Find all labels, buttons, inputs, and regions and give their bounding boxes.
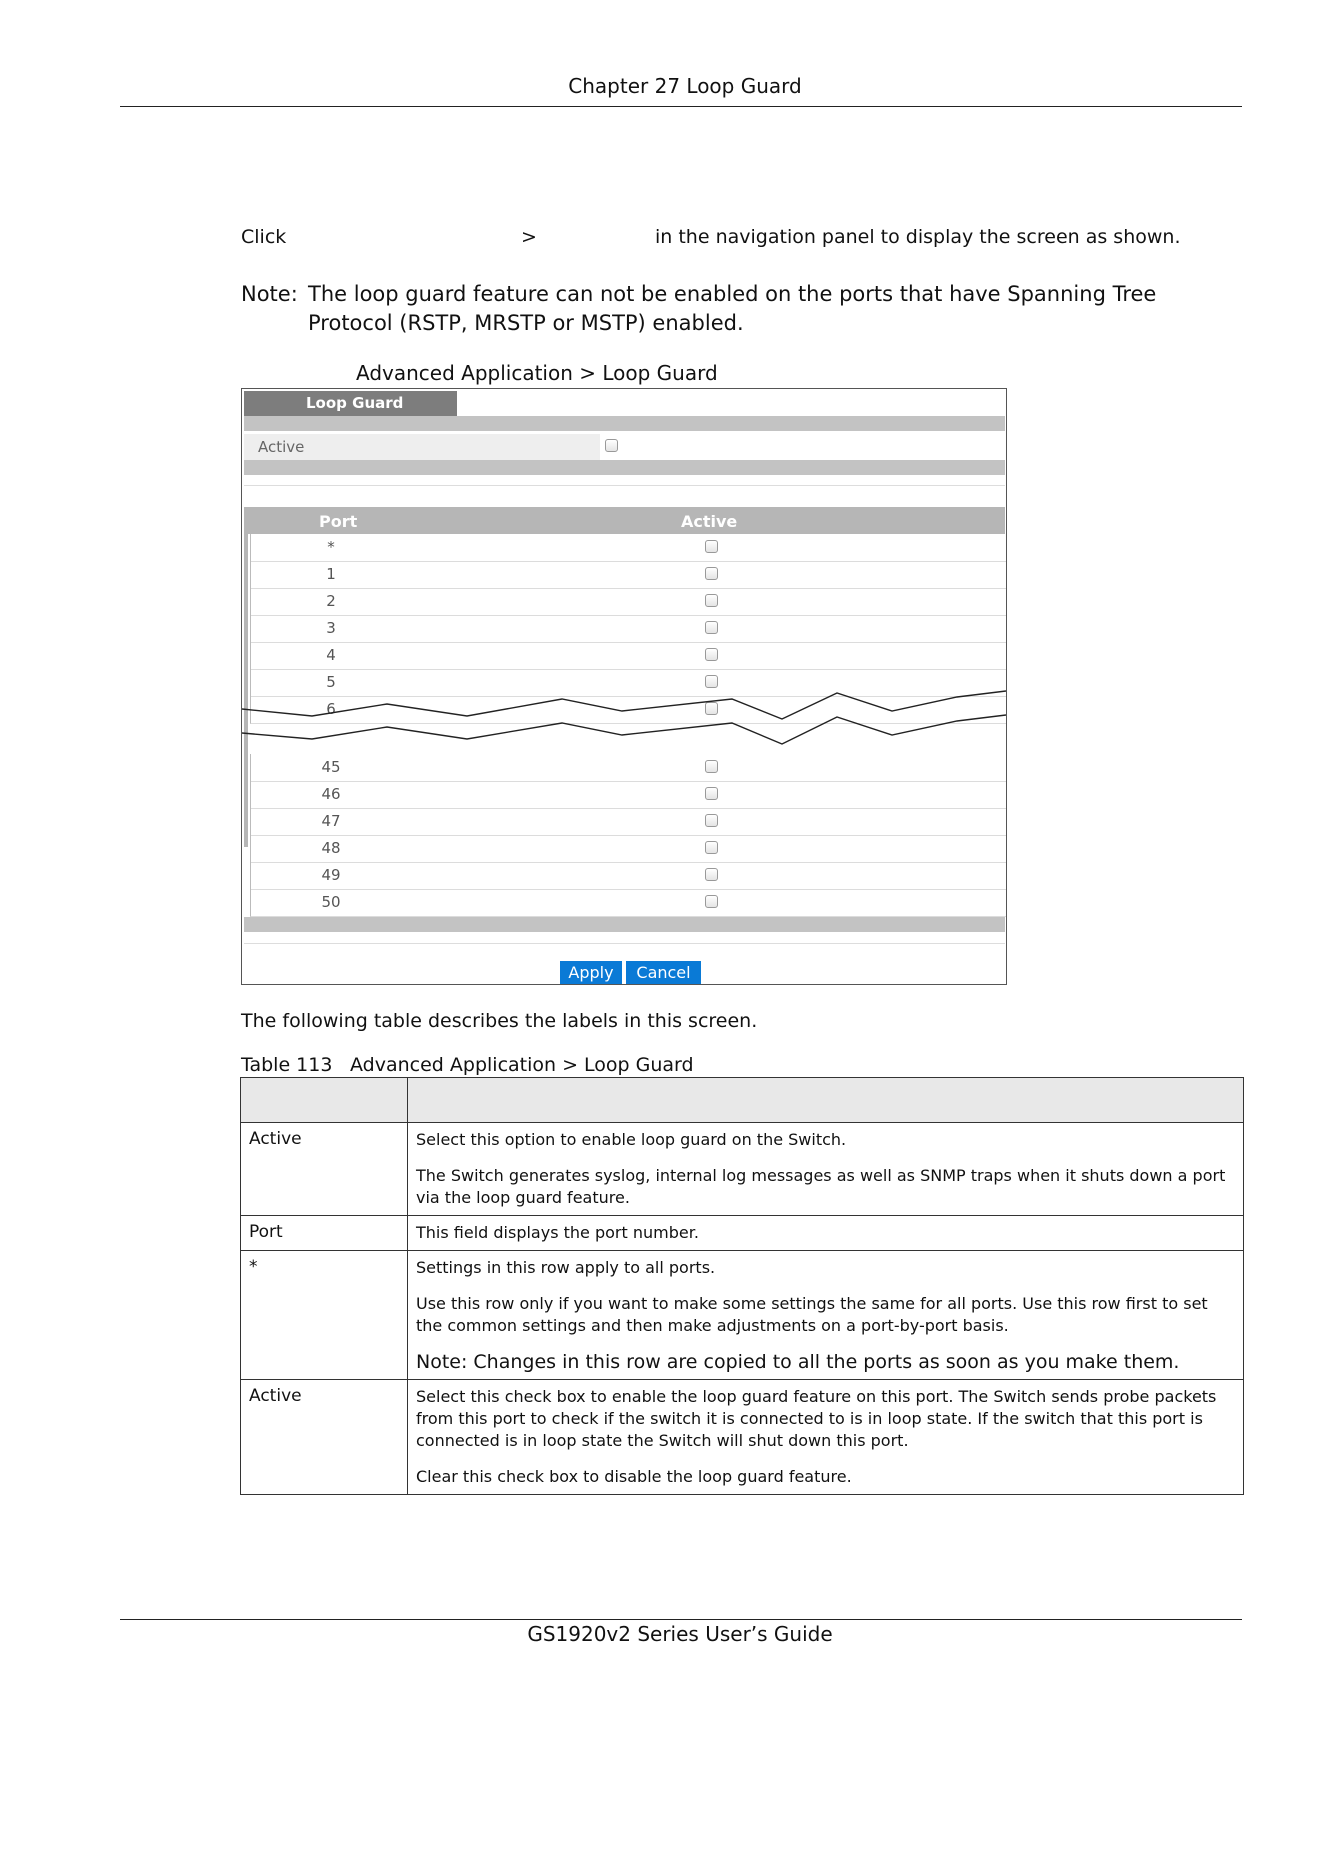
port-number: 48 [321,839,341,857]
figure-caption: Advanced Application > Loop Guard [356,361,718,385]
port-row [250,862,1006,890]
row-description [408,1123,1244,1216]
tab-label: Loop Guard [306,394,404,412]
port-number: 3 [326,619,336,637]
port-row [250,561,1006,589]
table-header-row [241,1078,1244,1123]
apply-button[interactable]: Apply [560,961,622,984]
description-line: The Switch generates syslog, internal log messages as well as SNMP traps when it shuts down a port via the loop guard feature. [416,1166,1226,1207]
col-port: Port [319,512,358,531]
port-number: * [327,538,335,556]
port-row [250,642,1006,670]
port-number: 46 [321,785,341,803]
table-row [241,1123,1244,1216]
header-cell-desc [408,1078,1244,1123]
table-break-mark [242,689,1006,749]
port-active-checkbox[interactable] [705,648,718,661]
cancel-button[interactable]: Cancel [626,961,701,984]
port-number: 6 [326,700,336,718]
description-line: Use this row only if you want to make some settings the same for all ports. Use this row first to set the common settings and then make adjustments on a port-by-port basis. [416,1294,1208,1335]
global-active-label: Active [258,438,305,456]
table-row [241,1380,1244,1495]
row-description [408,1216,1244,1251]
port-number: 5 [326,673,336,691]
port-active-checkbox[interactable] [705,895,718,908]
row-label: Port [241,1216,408,1251]
port-active-checkbox[interactable] [705,675,718,688]
port-number: 45 [321,758,341,776]
port-row [250,615,1006,643]
row-description [408,1380,1244,1495]
footer-rule [120,1619,1242,1620]
description-line: Select this check box to enable the loop guard feature on this port. The Switch sends probe packets from this port to check if the switch it is connected to is in loop state. If the switch that this port is connected is in loop state the Switch will shut down this port. [416,1387,1217,1450]
port-row [250,889,1006,917]
description-line: Settings in this row apply to all ports. [416,1258,716,1277]
port-active-checkbox[interactable] [705,841,718,854]
intro-sep: > [521,226,537,248]
port-number: 1 [326,565,336,583]
port-number: 49 [321,866,341,884]
tab-loop-guard[interactable] [244,391,457,416]
divider [244,485,1005,486]
table-caption [241,1054,694,1076]
port-number: 4 [326,646,336,664]
description-table [240,1077,1244,1495]
table-row [241,1216,1244,1251]
table-row [241,1251,1244,1380]
port-active-checkbox[interactable] [705,540,718,553]
note-label: Note: [241,282,298,306]
port-active-checkbox[interactable] [705,567,718,580]
body-paragraph: The following table describes the labels in this screen. [241,1010,758,1032]
chapter-title: Chapter 27 Loop Guard [568,74,802,98]
guide-title: GS1920v2 Series User’s Guide [527,1622,833,1646]
table-number: Table 113 [241,1054,333,1076]
intro-rest: in the navigation panel to display the screen as shown. [655,226,1181,248]
row-label: Active [241,1123,408,1216]
section-bar [244,460,1005,475]
row-description [408,1251,1244,1380]
intro-click: Click [241,226,287,248]
port-row [250,534,1006,562]
note-text: The loop guard feature can not be enabled on the ports that have Spanning Tree Protocol (RSTP, MRSTP or MSTP) enabled. [308,282,1157,335]
port-table-header [244,507,1005,534]
col-active: Active [681,512,738,531]
description-line: Select this option to enable loop guard on the Switch. [416,1130,847,1149]
divider [244,943,1005,944]
port-active-checkbox[interactable] [705,621,718,634]
description-line: This field displays the port number. [416,1223,699,1242]
port-row [250,754,1006,782]
port-row [250,588,1006,616]
port-active-checkbox[interactable] [705,760,718,773]
row-note: Note: Changes in this row are copied to all the ports as soon as you make them. [416,1351,1180,1373]
port-active-checkbox[interactable] [705,814,718,827]
section-bar [244,416,1005,431]
port-number: 2 [326,592,336,610]
header-cell-label [241,1078,408,1123]
port-row [250,835,1006,863]
port-row [250,808,1006,836]
row-label: * [241,1251,408,1380]
port-active-checkbox[interactable] [705,787,718,800]
port-row [250,781,1006,809]
global-active-checkbox[interactable] [605,439,618,452]
description-line: Clear this check box to disable the loop guard feature. [416,1467,852,1486]
header-rule [120,106,1242,107]
table-footer-bar [244,917,1005,932]
port-active-checkbox[interactable] [705,868,718,881]
table-title: Advanced Application > Loop Guard [350,1054,694,1076]
global-active-row [244,434,1005,460]
row-label: Active [241,1380,408,1495]
global-active-cell [600,434,1005,460]
port-active-checkbox[interactable] [705,594,718,607]
port-number: 47 [321,812,341,830]
header-left-edge [244,507,248,847]
loop-guard-screen [241,388,1007,985]
port-number: 50 [321,893,341,911]
